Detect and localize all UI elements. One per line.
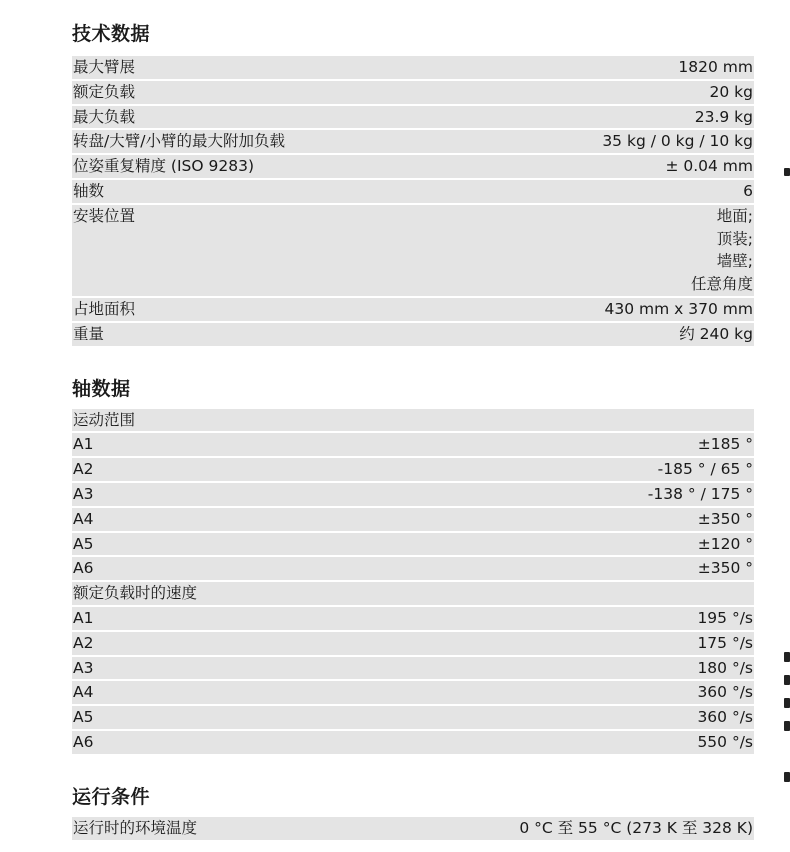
table-row — [72, 817, 754, 842]
tech-table — [72, 56, 754, 348]
row-value — [691, 205, 753, 296]
table-row — [72, 180, 754, 205]
table-row — [72, 607, 754, 632]
table-subheader — [72, 409, 754, 434]
table-row — [72, 632, 754, 657]
row-value: ±120 ° — [697, 534, 753, 553]
table-row — [72, 557, 754, 582]
mount-option: 墙壁; — [716, 252, 753, 271]
row-label: 额定负载 — [73, 82, 136, 101]
row-label: 转盘/大臂/小臂的最大附加负载 — [73, 132, 285, 151]
row-value: 35 kg / 0 kg / 10 kg — [602, 132, 753, 151]
table-row — [72, 56, 754, 81]
row-value: 360 °/s — [697, 708, 753, 727]
row-label: 轴数 — [73, 181, 105, 200]
row-label: A5 — [73, 534, 94, 553]
row-label: 运行时的环境温度 — [73, 818, 198, 837]
section-title-operating: 运行条件 — [72, 785, 151, 808]
table-row — [72, 483, 754, 508]
row-label: A4 — [73, 683, 94, 702]
row-label: A6 — [73, 732, 94, 751]
row-label: 占地面积 — [73, 299, 136, 318]
table-row — [72, 81, 754, 106]
row-label: 位姿重复精度 (ISO 9283) — [73, 157, 255, 176]
table-row — [72, 681, 754, 706]
row-label: 最大臂展 — [73, 58, 136, 76]
row-value: 360 °/s — [697, 683, 753, 702]
table-row — [72, 433, 754, 458]
cropped-text-fragment — [784, 652, 790, 662]
cropped-text-fragment — [784, 168, 790, 176]
mount-option: 地面; — [716, 206, 753, 225]
row-label: 重量 — [73, 324, 105, 343]
cropped-text-fragment — [784, 721, 790, 731]
table-row — [72, 130, 754, 155]
row-label: 最大负载 — [73, 107, 136, 126]
row-value: -185 ° / 65 ° — [657, 460, 753, 479]
row-value: ±350 ° — [697, 509, 753, 528]
document-page — [72, 0, 754, 842]
table-row — [72, 155, 754, 180]
row-value: 6 — [743, 181, 753, 200]
table-row — [72, 458, 754, 483]
axis-table — [72, 409, 754, 756]
table-row — [72, 508, 754, 533]
row-label: A1 — [73, 608, 94, 627]
row-label: A3 — [73, 658, 94, 677]
table-row — [72, 533, 754, 558]
table-row — [72, 298, 754, 323]
row-label: A3 — [73, 484, 94, 503]
cropped-text-fragment — [784, 698, 790, 708]
table-subheader — [72, 582, 754, 607]
mount-option: 任意角度 — [690, 275, 753, 294]
row-value: -138 ° / 175 ° — [647, 484, 753, 503]
row-value: 23.9 kg — [694, 107, 753, 126]
cropped-text-fragment — [784, 772, 790, 782]
row-value: ± 0.04 mm — [665, 157, 753, 176]
row-label: A2 — [73, 460, 94, 479]
cropped-text-fragment — [784, 675, 790, 685]
section-title-tech: 技术数据 — [72, 23, 151, 45]
row-label: A1 — [73, 435, 94, 454]
row-label: A4 — [73, 509, 94, 528]
table-row-mounting — [72, 205, 754, 298]
row-value: 20 kg — [709, 82, 753, 101]
row-label: 安装位置 — [73, 206, 136, 225]
operating-table — [72, 817, 754, 842]
row-value: 1820 mm — [678, 58, 753, 76]
row-value: 180 °/s — [697, 658, 753, 677]
row-label: A2 — [73, 633, 94, 652]
table-row — [72, 657, 754, 682]
mount-option: 顶装; — [716, 229, 753, 248]
row-label: A5 — [73, 708, 94, 727]
row-value: 195 °/s — [697, 608, 753, 627]
row-value: 430 mm x 370 mm — [604, 299, 753, 318]
row-label: 额定负载时的速度 — [73, 584, 198, 603]
row-value: 0 °C 至 55 °C (273 K 至 328 K) — [519, 818, 753, 837]
row-value: 550 °/s — [697, 732, 753, 751]
row-label: 运动范围 — [73, 410, 136, 429]
row-label: A6 — [73, 559, 94, 578]
table-row — [72, 106, 754, 131]
row-value: ±185 ° — [697, 435, 753, 454]
row-value: ±350 ° — [697, 559, 753, 578]
table-row — [72, 323, 754, 348]
section-title-axis: 轴数据 — [72, 377, 131, 400]
table-row — [72, 706, 754, 731]
table-row — [72, 731, 754, 756]
row-value: 175 °/s — [697, 633, 753, 652]
row-value: 约 240 kg — [679, 324, 753, 343]
